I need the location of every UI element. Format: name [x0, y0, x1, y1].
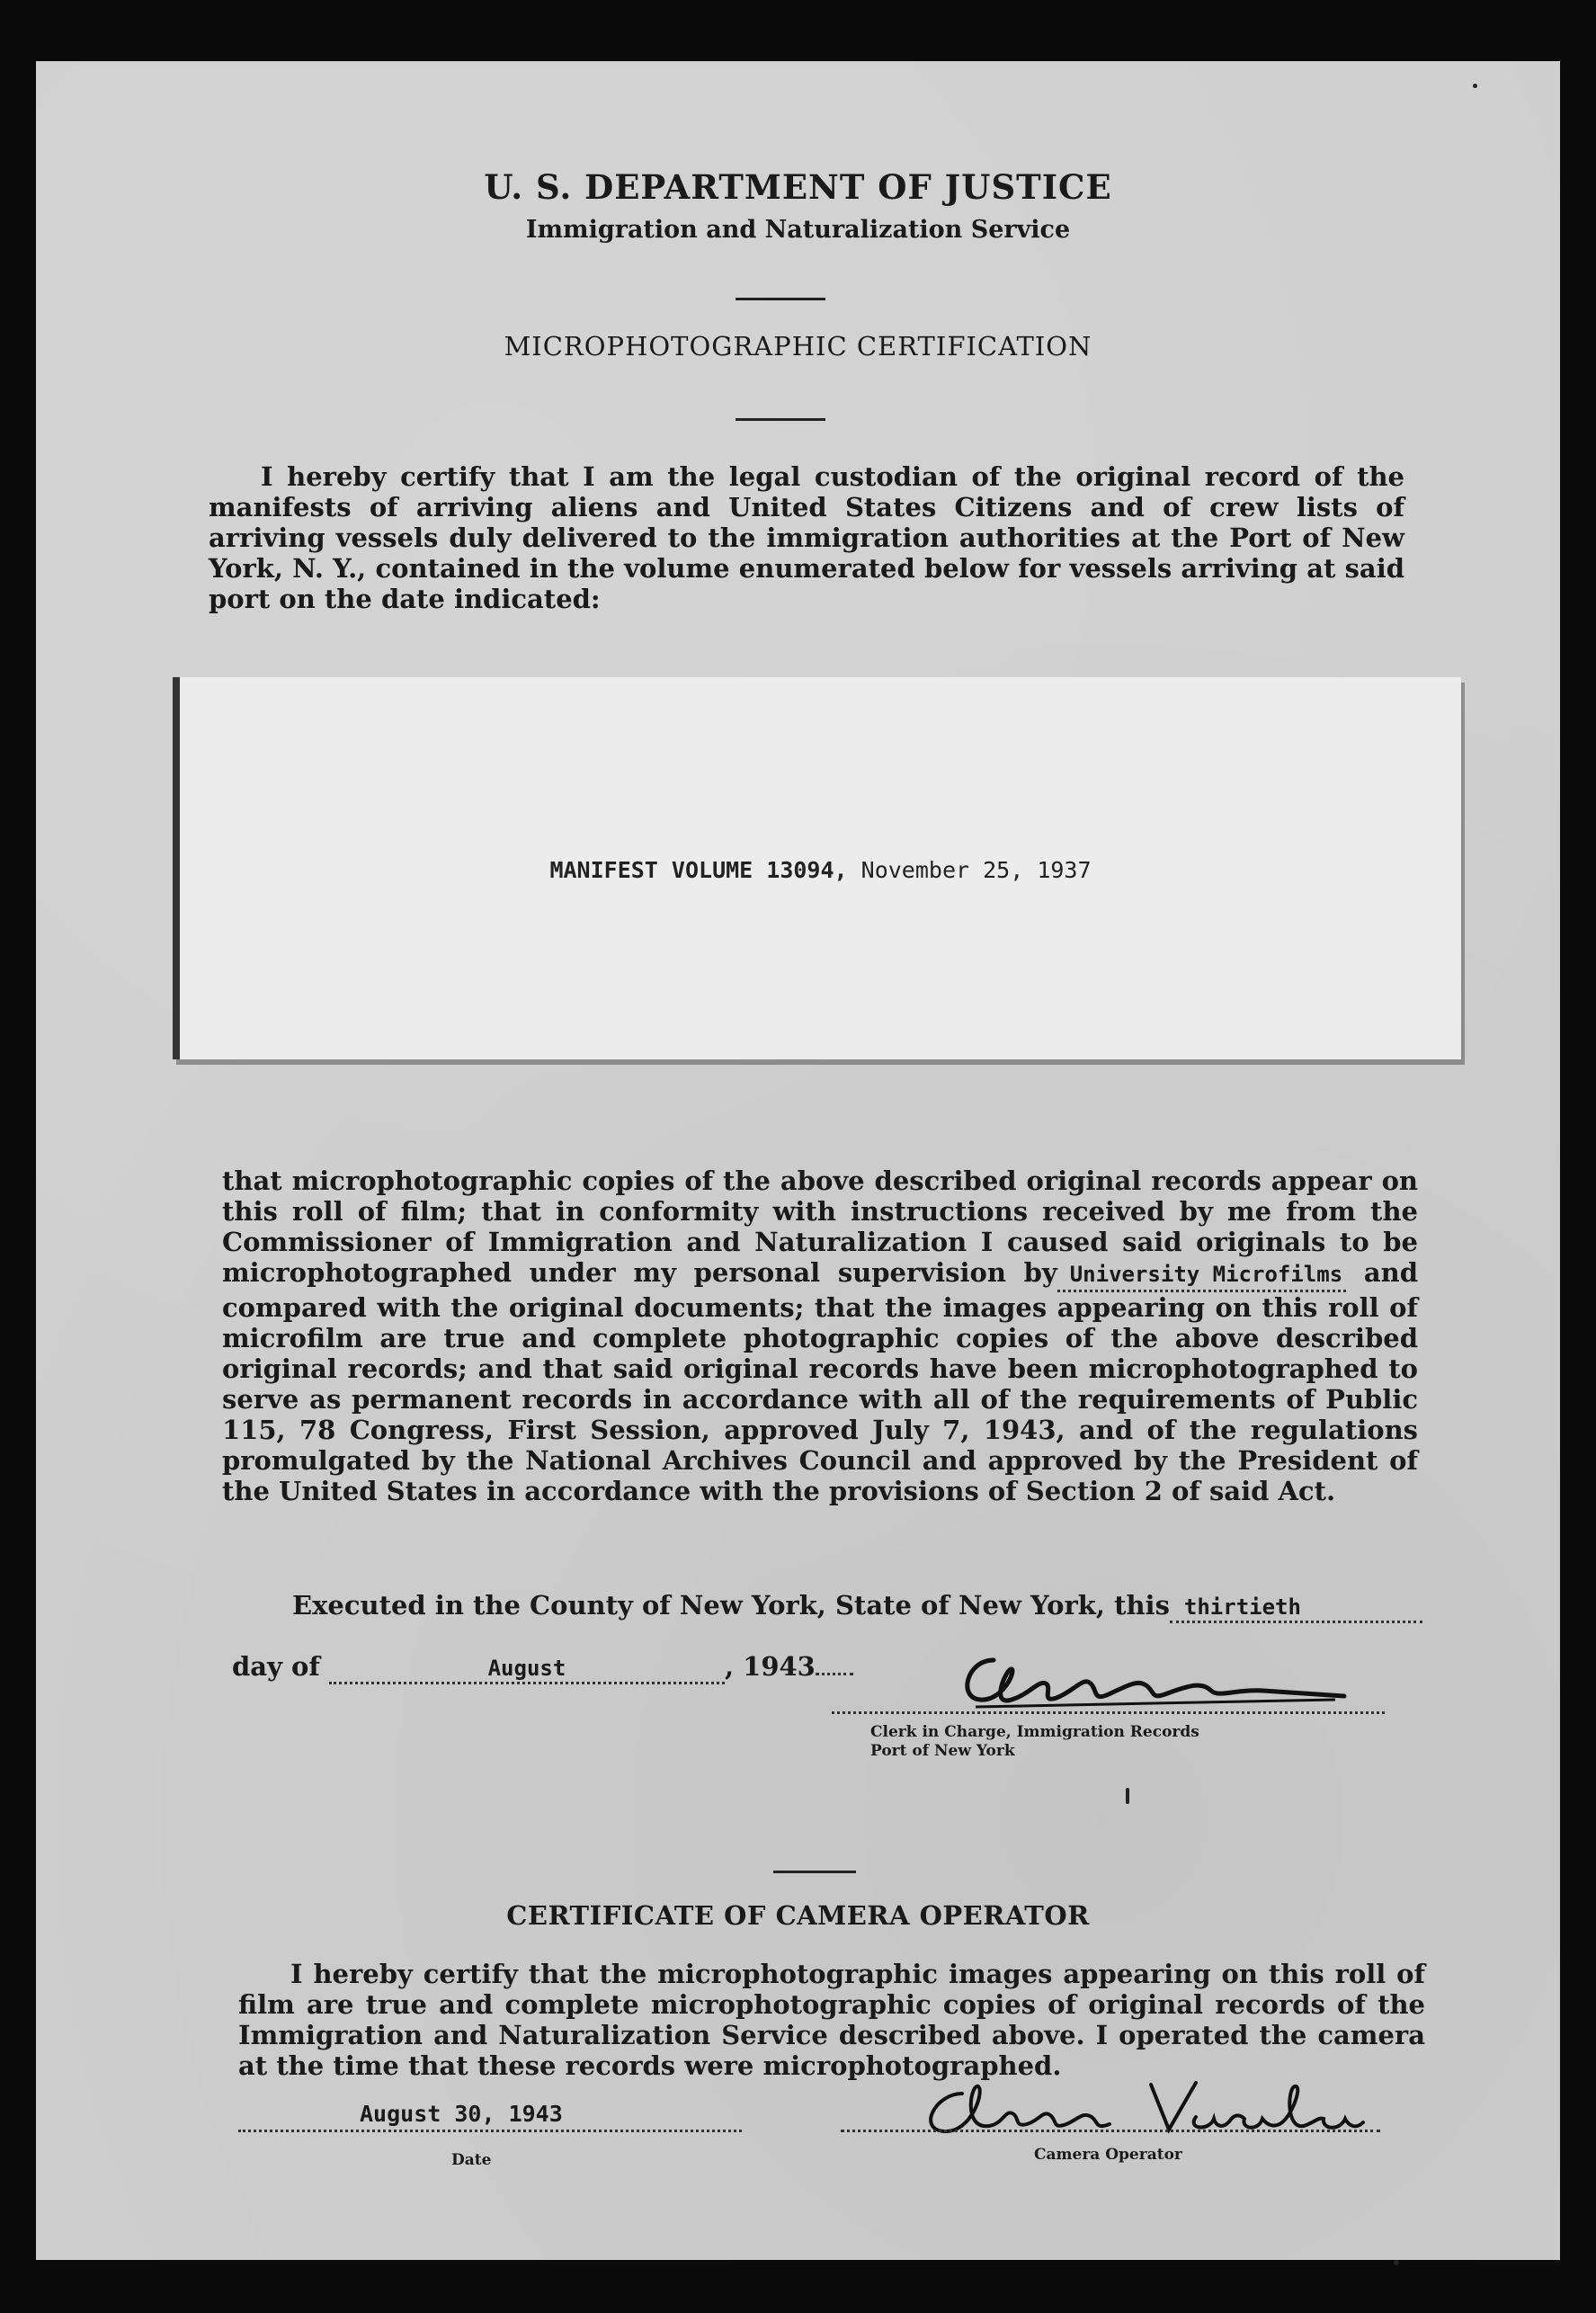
day-of-label: day of: [232, 1651, 320, 1682]
clerk-signature-line: [832, 1711, 1385, 1714]
execution-year: , 1943: [724, 1651, 816, 1682]
clerk-title: [870, 1723, 1199, 1761]
camera-paragraph: I hereby certify that the microphotographic images appearing on this roll of film are true and complete microphotographic copies of original records of the Immigration and Naturalization Service described above. I operated the camera at the time that these records were microphotographed.: [238, 1959, 1425, 2081]
manifest-slip: [173, 677, 1461, 1059]
manifest-volume: MANIFEST VOLUME 13094,: [549, 857, 848, 883]
heading-divider-bottom: [736, 418, 825, 421]
execution-line: [292, 1590, 1422, 1623]
heading-divider-top: [736, 298, 825, 300]
camera-date-line: [238, 2130, 742, 2132]
supervision-paragraph: [222, 1165, 1418, 1506]
dust-speck: [1394, 2260, 1399, 2265]
camera-operator-line: [841, 2130, 1380, 2132]
certification-title: MICROPHOTOGRAPHIC CERTIFICATION: [504, 331, 1092, 362]
tick-mark: [1126, 1788, 1129, 1804]
certificate-sheet: [36, 61, 1560, 2260]
custodian-paragraph: I hereby certify that I am the legal custodian of the original record of the manifests of arriving aliens and United States Citizens and of crew lists of arriving vessels duly delivered to the immigration authorities at the Port of New York, N. Y., contained in the volume enumerated below for vessels arriving at said port on the date indicated:: [209, 461, 1404, 614]
execution-prefix: Executed in the County of New York, State of New York, this: [292, 1590, 1170, 1621]
camera-date-label: Date: [451, 2151, 492, 2169]
execution-month: August: [487, 1656, 566, 1681]
camera-certificate-title: CERTIFICATE OF CAMERA OPERATOR: [506, 1900, 1090, 1931]
supervision-text-before: that microphotographic copies of the above described original records appear on this roll of film; that in conformity with instructions received by me from the Commissioner of Immigration and Naturalization I caused said originals to be microphotographed under my personal supervision by: [222, 1165, 1418, 1288]
section-divider: [773, 1871, 856, 1873]
camera-operator-label: Camera Operator: [1034, 2146, 1182, 2164]
day-fill-line: [1170, 1590, 1422, 1623]
supervisor-name: University Microfilms: [1069, 1262, 1343, 1287]
month-fill-line: [329, 1651, 725, 1684]
manifest-entry: [180, 857, 1461, 883]
year-tail-line: [816, 1673, 853, 1675]
manifest-date: November 25, 1937: [860, 857, 1092, 883]
clerk-title-line1: Clerk in Charge, Immigration Records: [870, 1723, 1199, 1741]
execution-day: thirtieth: [1183, 1594, 1301, 1620]
service-subheading: Immigration and Naturalization Service: [525, 216, 1071, 244]
department-heading: U. S. DEPARTMENT OF JUSTICE: [484, 167, 1112, 207]
supervision-text-after: and compared with the original documents; that the images appearing on this roll of microfilm are true and complete photographic copies of the above described original records; and that said original records have been microphotographed to serve as permanent records in accordance with all of the requirements of Public 115, 78 Congress, First Session, approved July 7, 1943, and of the regulations promulgated by the National Archives Council and approved by the President of the United States in accordance with the provisions of Section 2 of said Act.: [222, 1257, 1418, 1506]
camera-date-value: August 30, 1943: [360, 2101, 563, 2127]
dust-speck: [1473, 84, 1477, 88]
day-of-line: [232, 1651, 853, 1684]
clerk-title-line2: Port of New York: [870, 1742, 1015, 1760]
supervisor-fill-line: [1057, 1257, 1346, 1292]
camera-operator-signature: [899, 2067, 1367, 2148]
